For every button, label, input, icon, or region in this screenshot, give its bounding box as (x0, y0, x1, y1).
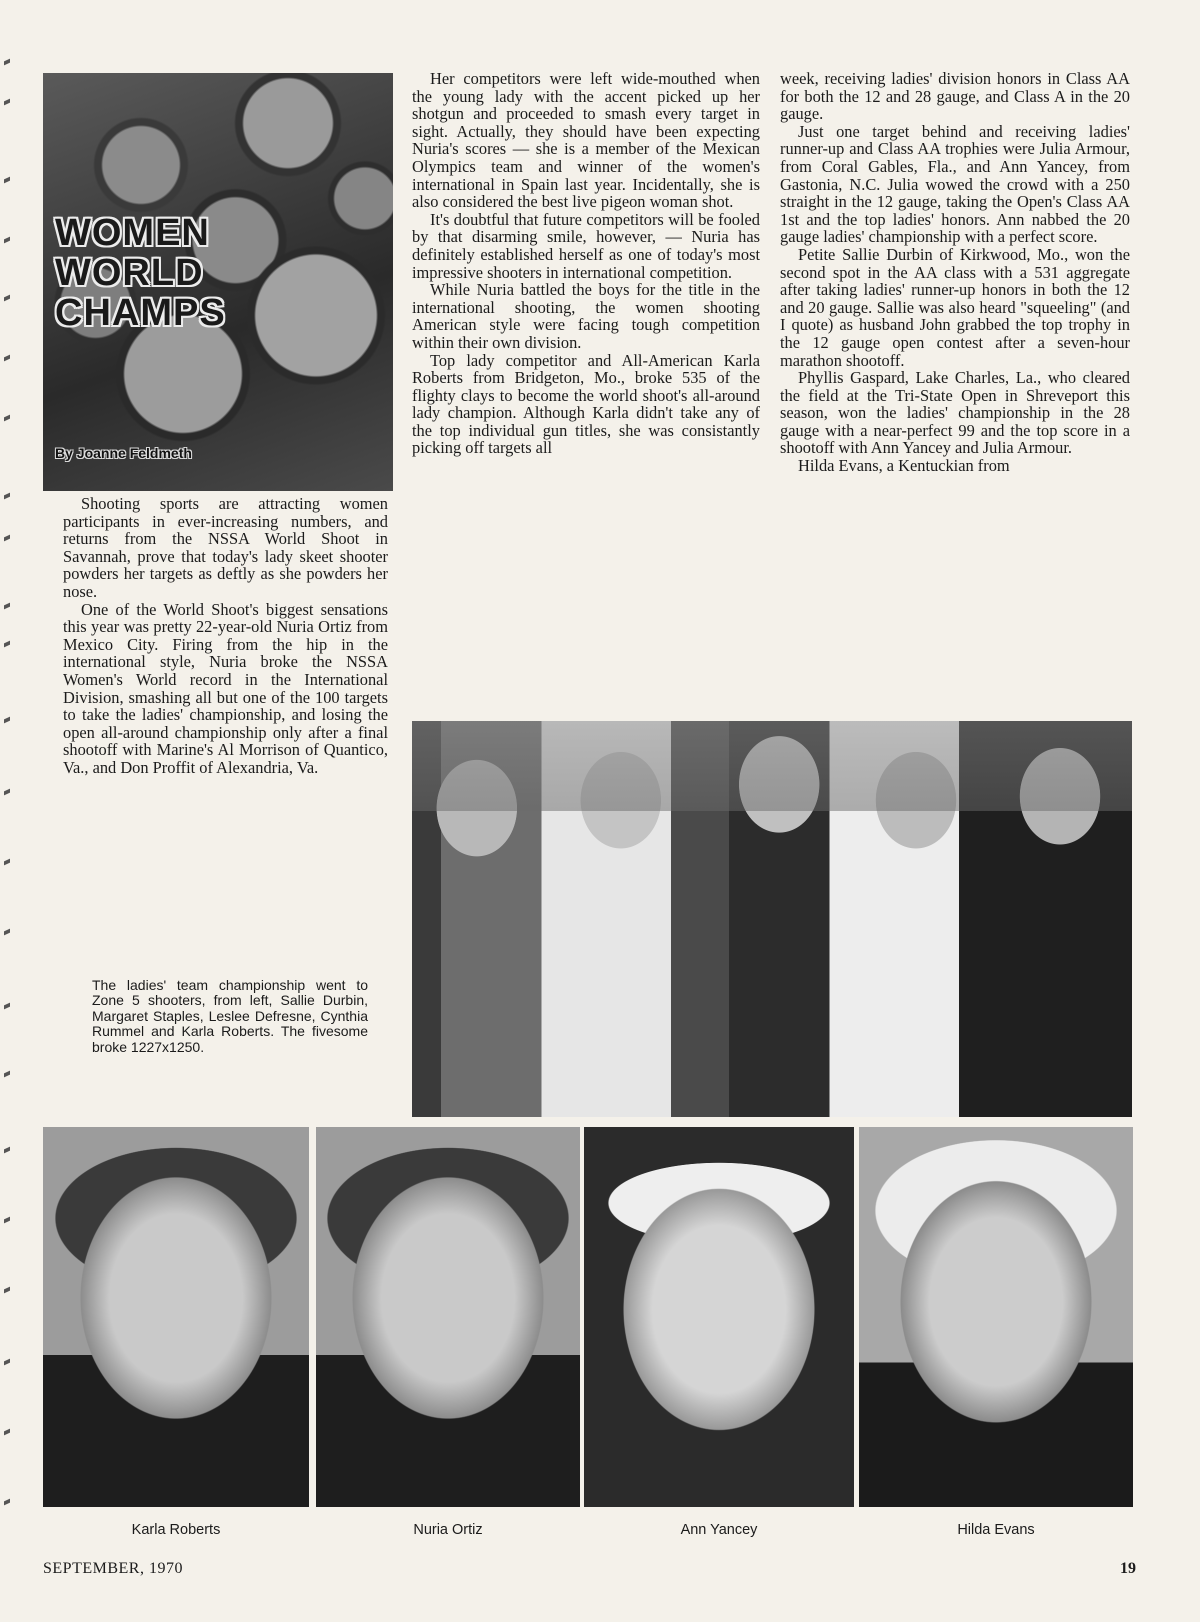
portrait-caption: Hilda Evans (957, 1522, 1035, 1538)
portrait-caption: Karla Roberts (131, 1522, 221, 1538)
portrait-caption: Nuria Ortiz (413, 1522, 483, 1538)
title-line-1: WOMEN (55, 212, 210, 254)
issue-date: SEPTEMBER, 1970 (43, 1560, 183, 1577)
paragraph: Just one target behind and receiving ladies' runner-up and Class AA trophies were Julia Armour, from Coral Gables, Fla., and Ann Yancey, from Gastonia, N.C. Julia wowed the crowd with a 250 straight in the 12 gauge, taking the Open's Class AA 1st and the top ladies' honors. Ann nabbed the 20 gauge ladies' championship with a perfect score. (780, 121, 1130, 247)
portrait-photo-hilda-evans (859, 1127, 1133, 1507)
paragraph: Shooting sports are attracting women participants in ever-increasing numbers, and returns from the NSSA World Shoot in Savannah, prove that today's lady skeet shooter powders her targets as deftly as she powders her nose. (63, 494, 388, 601)
paragraph: One of the World Shoot's biggest sensations this year was pretty 22-year-old Nuria Ortiz from Mexico City. Firing from the hip in the international style, Nuria broke the NSSA Women's World record in the International Division, smashing all but one of the 100 targets to take the ladies' championship, and losing the open all-around championship only after a final shootoff with Marine's Al Morrison of Quantico, Va., and Don Proffit of Alexandria, Va. (63, 599, 388, 777)
byline: By Joanne Feldmeth (55, 445, 192, 461)
title-line-3: CHAMPS (55, 292, 226, 334)
portrait-photo-karla-roberts (43, 1127, 309, 1507)
paragraph: Petite Sallie Durbin of Kirkwood, Mo., won the second spot in the AA class with a 531 aggregate after taking ladies' runner-up honors in both the 12 and 20 gauge. Sallie was also heard "squeeling" (and I quote) as husband John grabbed the top trophy in the 12 gauge open contest after a seven-hour marathon shootoff. (780, 244, 1130, 370)
paragraph: Top lady competitor and All-American Karla Roberts from Bridgeton, Mo., broke 535 of the flighty clays to become the world shoot's all-around lady champion. Although Karla didn't take any of the top individual gun titles, she was consistantly picking off targets all (412, 350, 760, 458)
paragraph: Her competitors were left wide-mouthed when the young lady with the accent picked up her shotgun and proceeded to smash every target in sight. Actually, they should have been expecting Nuria's scores — she is a member of the Mexican Olympics team and winner of the women's international in Spain last year. Incidentally, she is also considered the best live pigeon woman shot. (412, 69, 760, 212)
paragraph: Hilda Evans, a Kentuckian from (798, 456, 1010, 476)
text-column-1 (63, 495, 388, 777)
team-photo-caption: The ladies' team championship went to Zone 5 shooters, from left, Sallie Durbin, Margaret Staples, Leslee Defresne, Cynthia Rummel and Karla Roberts. The fivesome broke 1227x1250. (92, 977, 368, 1055)
paragraph: Phyllis Gaspard, Lake Charles, La., who cleared the field at the Tri-State Open in Shreveport this season, won the ladies' championship in the 28 gauge with a near-perfect 99 and the top score in a shootoff with Ann Yancey and Julia Armour. (780, 368, 1130, 458)
title-photo-medals (43, 73, 393, 491)
text-column-3 (780, 70, 1130, 475)
paragraph: It's doubtful that future competitors will be fooled by that disarming smile, however, — Nuria has definitely established herself as one of today's most impressive shooters in international competition. (412, 209, 760, 282)
page-number: 19 (1120, 1560, 1136, 1577)
article-title (55, 213, 226, 333)
portrait-photo-nuria-ortiz (316, 1127, 580, 1507)
text-column-2 (412, 70, 760, 457)
paragraph: week, receiving ladies' division honors in Class AA for both the 12 and 28 gauge, and Class A in the 20 gauge. (780, 69, 1130, 124)
portrait-caption: Ann Yancey (680, 1522, 758, 1538)
team-photo (412, 721, 1132, 1117)
portrait-photo-ann-yancey (584, 1127, 854, 1507)
paragraph: While Nuria battled the boys for the title in the international shooting, the women shooting American style were facing tough competition within their own division. (412, 280, 760, 352)
title-line-2: WORLD (55, 252, 204, 294)
